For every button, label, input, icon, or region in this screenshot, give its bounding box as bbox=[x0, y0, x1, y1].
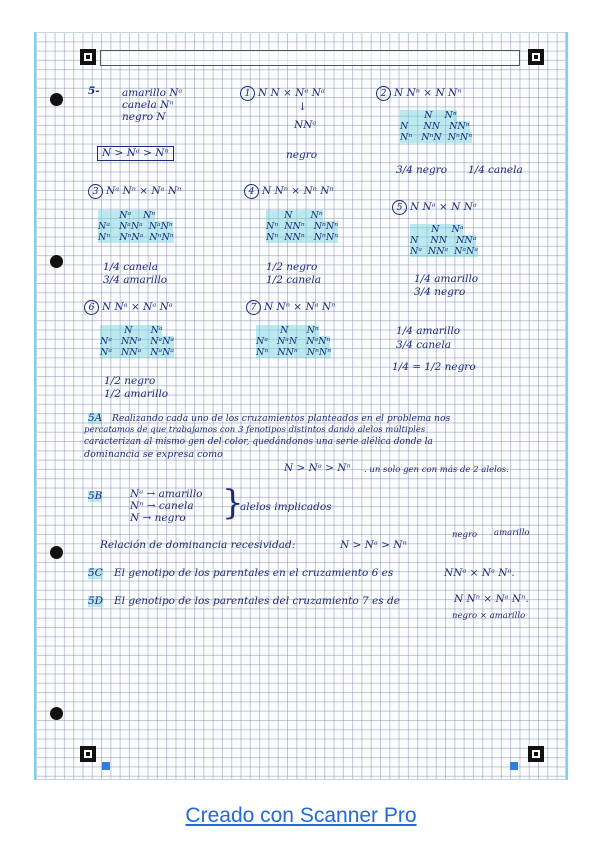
cross-2-result-frac: 3/4 bbox=[396, 164, 413, 176]
punnett-row: Nⁿ NNⁿ NⁿNⁿ bbox=[266, 232, 339, 243]
cross-1 bbox=[240, 86, 325, 101]
q5b-note: alelos implicados bbox=[240, 501, 332, 513]
cross-4 bbox=[244, 184, 334, 199]
punnett-row: N Nⁿ bbox=[256, 325, 319, 336]
q5b-label: 5B bbox=[88, 490, 103, 502]
q5b-annotation: negro bbox=[452, 530, 478, 540]
punnett-row: N NN NNᵃ bbox=[410, 235, 477, 246]
cross-3-genotypes: Nᵃ Nⁿ × Nᵃ Nⁿ bbox=[106, 185, 182, 197]
cross-6-result: 1/2 negro bbox=[104, 375, 156, 387]
cross-3-result: 3/4 amarillo bbox=[103, 274, 168, 286]
cross-6-result: 1/2 amarillo bbox=[104, 388, 169, 400]
cross-7 bbox=[246, 300, 335, 315]
cross-1-phenotype: negro bbox=[286, 149, 318, 161]
punnett-row: N Nᵃ bbox=[100, 325, 163, 336]
q5b-relation: N > Nᵃ > Nⁿ bbox=[340, 539, 407, 551]
blue-square-left bbox=[102, 762, 110, 770]
cross-number: 1 bbox=[240, 86, 255, 101]
punnett-row: N NN NNⁿ bbox=[400, 121, 470, 132]
corner-marker-top-right bbox=[528, 49, 544, 65]
curly-brace: } bbox=[222, 483, 244, 523]
cross-number: 4 bbox=[244, 184, 259, 199]
cross-7-result: 1/4 = 1/2 negro bbox=[392, 361, 476, 373]
punnett-row: Nⁿ NNⁿ NⁿNⁿ bbox=[266, 221, 339, 232]
cross-5-result: 3/4 negro bbox=[414, 286, 466, 298]
cross-1-genotypes: N N × Nᵃ Nᵃ bbox=[258, 87, 325, 99]
cross-number: 5 bbox=[392, 200, 407, 215]
corner-marker-top-left bbox=[80, 49, 96, 65]
q5a-label: 5A bbox=[88, 412, 103, 424]
punnett-row: Nᵃ NNᵃ NᵃNᵃ bbox=[100, 347, 174, 358]
scanner-pro-link[interactable]: Creado con Scanner Pro bbox=[185, 804, 417, 827]
notebook-page bbox=[36, 32, 566, 780]
cross-number: 7 bbox=[246, 300, 261, 315]
header-strip bbox=[100, 50, 520, 66]
cross-7-result: 3/4 canela bbox=[396, 339, 451, 351]
binder-hole bbox=[50, 93, 63, 106]
punnett-row: N Nⁿ bbox=[266, 210, 323, 221]
q5d-annotation: negro × amarillo bbox=[452, 611, 526, 621]
cross-5 bbox=[392, 200, 477, 215]
cross-7-result: 1/4 amarillo bbox=[396, 325, 461, 337]
cross-3 bbox=[88, 184, 181, 199]
q5c-genotype: NNᵃ × Nᵃ Nᵃ. bbox=[444, 567, 515, 579]
punnett-row: Nᵃ NNᵃ NᵃNᵃ bbox=[410, 246, 478, 257]
cross-6-genotypes: N Nᵃ × Nᵃ Nᵃ bbox=[102, 301, 173, 313]
cross-2-genotypes: N Nⁿ × N Nⁿ bbox=[394, 87, 462, 99]
cross-2-result-frac: 1/4 bbox=[468, 164, 485, 176]
punnett-row: Nᵃ Nⁿ bbox=[98, 210, 156, 221]
punnett-row: N Nᵃ bbox=[410, 224, 464, 235]
binder-hole bbox=[50, 707, 63, 720]
cross-number: 6 bbox=[84, 300, 99, 315]
allele-line: amarillo Nᵃ bbox=[122, 87, 183, 99]
cross-5-result: 1/4 amarillo bbox=[414, 273, 479, 285]
cross-2-result-text: negro bbox=[416, 164, 448, 176]
punnett-row: Nⁿ NⁿN NⁿNⁿ bbox=[400, 132, 473, 143]
q5d-genotype: N Nⁿ × Nᵃ Nⁿ. bbox=[454, 593, 529, 605]
q5b-relation-label: Relación de dominancia recesividad: bbox=[100, 539, 296, 551]
cross-2 bbox=[376, 86, 461, 101]
cross-1-result: NNᵃ bbox=[294, 119, 317, 131]
corner-marker-bottom-right bbox=[528, 746, 544, 762]
binder-hole bbox=[50, 546, 63, 559]
q5b-item: Nᵃ → amarillo bbox=[130, 488, 203, 500]
punnett-row: Nᵃ NᵃN NᵃNⁿ bbox=[256, 336, 331, 347]
cross-2-result-text: canela bbox=[488, 164, 523, 176]
cross-6 bbox=[84, 300, 173, 315]
q5d-text: El genotipo de los parentales del cruzamiento 7 es de bbox=[114, 595, 400, 607]
q5a-text-line: percatamos de que trabajamos con 3 fenotipos distintos dando alelos múltiples bbox=[84, 425, 426, 435]
q5a-text-line: Realizando cada uno de los cruzamientos planteados en el problema nos bbox=[112, 413, 451, 424]
punnett-row: Nⁿ NNⁿ NⁿNⁿ bbox=[256, 347, 332, 358]
q5a-formula: N > Nᵃ > Nⁿ bbox=[284, 462, 351, 474]
allele-line: negro N bbox=[122, 111, 166, 123]
q5c-text: El genotipo de los parentales en el cruzamiento 6 es bbox=[114, 567, 394, 579]
problem-number: 5- bbox=[88, 85, 100, 97]
q5d-label: 5D bbox=[88, 595, 104, 607]
q5b-annotation: amarillo bbox=[494, 528, 530, 538]
punnett-row: N Nⁿ bbox=[400, 110, 457, 121]
corner-marker-bottom-left bbox=[80, 746, 96, 762]
binder-hole bbox=[50, 255, 63, 268]
allele-line: canela Nⁿ bbox=[122, 99, 174, 111]
punnett-row: Nⁿ NⁿNᵃ NⁿNⁿ bbox=[98, 232, 174, 243]
cross-number: 3 bbox=[88, 184, 103, 199]
cross-7-genotypes: N Nⁿ × Nᵃ Nⁿ bbox=[264, 301, 336, 313]
cross-5-genotypes: N Nᵃ × N Nᵃ bbox=[410, 201, 477, 213]
cross-4-genotypes: N Nⁿ × Nⁿ Nⁿ bbox=[262, 185, 334, 197]
punnett-row: Nᵃ NᵃNᵃ NᵃNⁿ bbox=[98, 221, 173, 232]
cross-4-result: 1/2 negro bbox=[266, 261, 318, 273]
q5a-text-line: dominancia se expresa como bbox=[84, 449, 223, 460]
dominance-box: N > Nᵃ > Nⁿ bbox=[97, 146, 174, 161]
punnett-row: Nᵃ NNᵃ NᵃNᵃ bbox=[100, 336, 174, 347]
cross-3-result: 1/4 canela bbox=[103, 261, 158, 273]
q5c-label: 5C bbox=[88, 567, 103, 579]
cross-1-arrow: ↓ bbox=[298, 101, 307, 113]
q5a-text-line: caracterizan al mismo gen del color, quedándonos una serie alélica donde la bbox=[84, 437, 433, 447]
q5b-item: N → negro bbox=[130, 512, 186, 524]
blue-square-right bbox=[510, 762, 518, 770]
q5a-tail: . un solo gen con más de 2 alelos. bbox=[364, 465, 509, 475]
cross-number: 2 bbox=[376, 86, 391, 101]
q5b-item: Nⁿ → canela bbox=[130, 500, 194, 512]
cross-4-result: 1/2 canela bbox=[266, 274, 321, 286]
